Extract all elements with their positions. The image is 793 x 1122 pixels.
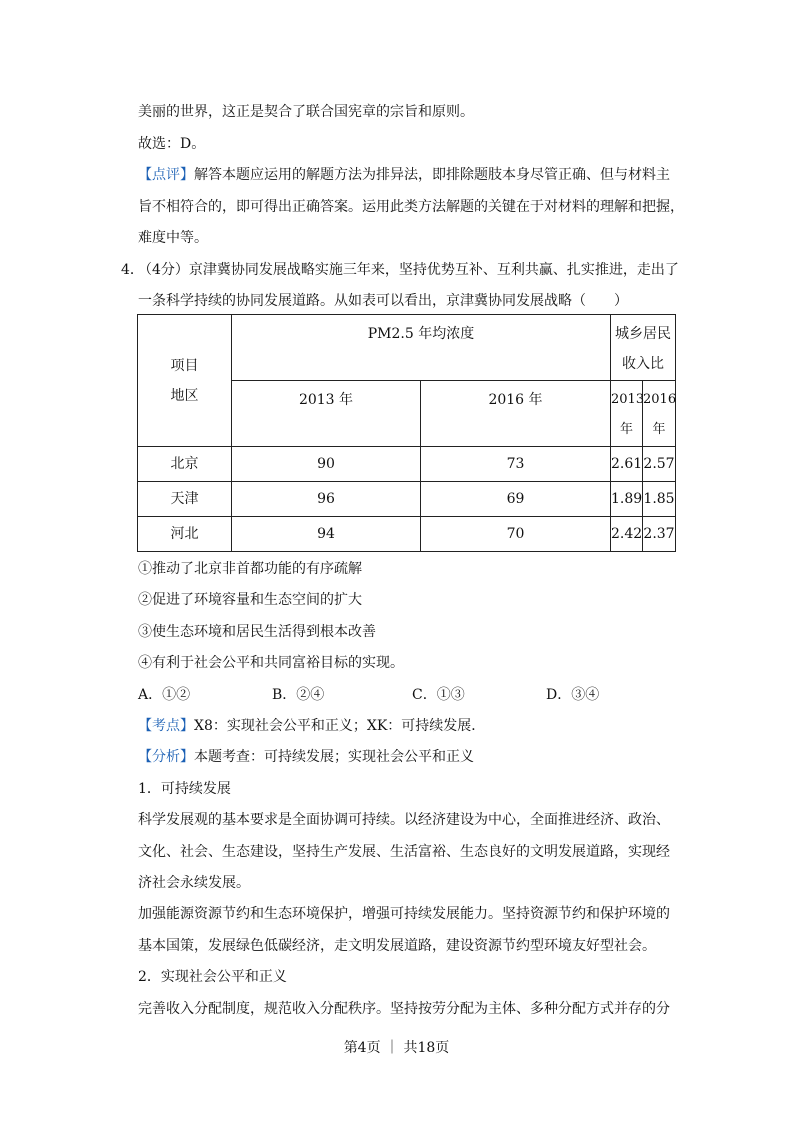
year-2016-header: 2016 年 xyxy=(421,381,611,447)
pm2016-cell: 69 xyxy=(421,482,611,517)
paragraph-1-line-1: 科学发展观的基本要求是全面协调可持续。以经济建设为中心，全面推进经济、政治、 xyxy=(138,812,670,828)
ratio-2016-header xyxy=(643,381,676,447)
paragraph-1-line-3: 济社会永续发展。 xyxy=(138,875,250,891)
table-row xyxy=(138,482,676,517)
pm2016-cell: 73 xyxy=(421,447,611,482)
corner-top-label: 项目 xyxy=(170,357,199,374)
ratio2016-cell: 2.37 xyxy=(643,517,676,552)
pm2013-cell: 94 xyxy=(232,517,421,552)
year-2013-header: 2013 年 xyxy=(232,381,421,447)
table-corner-cell xyxy=(138,315,232,447)
question-stem-line-1: （4分）京津冀协同发展战略实施三年来，坚持优势互补、互利共赢、扎实推进，走出了 xyxy=(138,262,679,278)
option-d[interactable]: D．③④ xyxy=(546,687,600,703)
comment-text: 解答本题应运用的解题方法为排异法，即排除题肢本身尽管正确、但与材料主 xyxy=(194,167,670,183)
paragraph-3-line-1: 完善收入分配制度，规范收入分配秩序。坚持按劳分配为主体、多种分配方式并存的分 xyxy=(138,1001,670,1017)
fenxi-tag: 【分析】 xyxy=(138,749,194,765)
question-stem-line-2: 一条科学持续的协同发展道路。从如表可以看出，京津冀协同发展战略（ ） xyxy=(138,293,628,309)
ratio-header-line-2: 收入比 xyxy=(622,356,665,372)
ratio2013-cell: 1.89 xyxy=(611,482,643,517)
option-b[interactable]: B．②④ xyxy=(272,687,325,703)
region-cell: 河北 xyxy=(138,517,232,552)
fenxi-text: 本题考查：可持续发展；实现社会公平和正义 xyxy=(194,749,474,765)
question-number: 4． xyxy=(121,262,144,278)
kaodian-tag: 【考点】 xyxy=(138,718,194,734)
option-c[interactable]: C．①③ xyxy=(412,687,465,703)
data-table xyxy=(137,314,676,552)
region-cell: 北京 xyxy=(138,447,232,482)
ratio2016-cell: 1.85 xyxy=(643,482,676,517)
statement-4: ④有利于社会公平和共同富裕目标的实现。 xyxy=(138,655,404,671)
statement-3: ③使生态环境和居民生活得到根本改善 xyxy=(138,624,376,640)
prev-answer-choice: 故选：D。 xyxy=(138,136,206,152)
ratio-2016-year: 2016 xyxy=(643,392,677,407)
comment-tag: 【点评】 xyxy=(138,167,194,183)
table-row xyxy=(138,517,676,552)
section-heading-1: 1．可持续发展 xyxy=(138,781,231,797)
kaodian-line xyxy=(138,716,485,736)
ratio-2013-year: 2013 xyxy=(611,392,645,407)
ratio-2016-unit: 年 xyxy=(652,422,666,437)
comment-line-3: 难度中等。 xyxy=(138,230,208,246)
fenxi-line xyxy=(138,747,474,767)
corner-bottom-label: 地区 xyxy=(170,387,199,404)
page-footer: 第4页 ｜ 共18页 xyxy=(343,1040,450,1056)
paragraph-2-line-2: 基本国策，发展绿色低碳经济，走文明发展道路，建设资源节约型环境友好型社会。 xyxy=(138,938,656,954)
kaodian-text: X8：实现社会公平和正义；XK：可持续发展． xyxy=(194,718,486,734)
prev-answer-line: 美丽的世界，这正是契合了联合国宪章的宗旨和原则。 xyxy=(138,104,474,120)
ratio2016-cell: 2.57 xyxy=(643,447,676,482)
comment-line-2: 旨不相符合的，即可得出正确答案。运用此类方法解题的关键在于对材料的理解和把握， xyxy=(138,199,684,215)
option-a[interactable]: A．①② xyxy=(138,687,191,703)
ratio-header xyxy=(611,315,676,381)
table-row xyxy=(138,447,676,482)
ratio2013-cell: 2.42 xyxy=(611,517,643,552)
section-heading-2: 2．实现社会公平和正义 xyxy=(138,969,287,985)
pm2013-cell: 96 xyxy=(232,482,421,517)
comment-block xyxy=(138,165,670,185)
pm-header: PM2.5 年均浓度 xyxy=(232,315,611,381)
ratio-2013-header xyxy=(611,381,643,447)
statement-1: ①推动了北京非首都功能的有序疏解 xyxy=(138,561,362,577)
paragraph-2-line-1: 加强能源资源节约和生态环境保护，增强可持续发展能力。坚持资源节约和保护环境的 xyxy=(138,906,670,922)
ratio2013-cell: 2.61 xyxy=(611,447,643,482)
pm2013-cell: 90 xyxy=(232,447,421,482)
ratio-header-line-1: 城乡居民 xyxy=(615,326,672,342)
region-cell: 天津 xyxy=(138,482,232,517)
pm2016-cell: 70 xyxy=(421,517,611,552)
statement-2: ②促进了环境容量和生态空间的扩大 xyxy=(138,592,362,608)
paragraph-1-line-2: 文化、社会、生态建设，坚持生产发展、生活富裕、生态良好的文明发展道路，实现经 xyxy=(138,844,670,860)
ratio-2013-unit: 年 xyxy=(620,422,634,437)
